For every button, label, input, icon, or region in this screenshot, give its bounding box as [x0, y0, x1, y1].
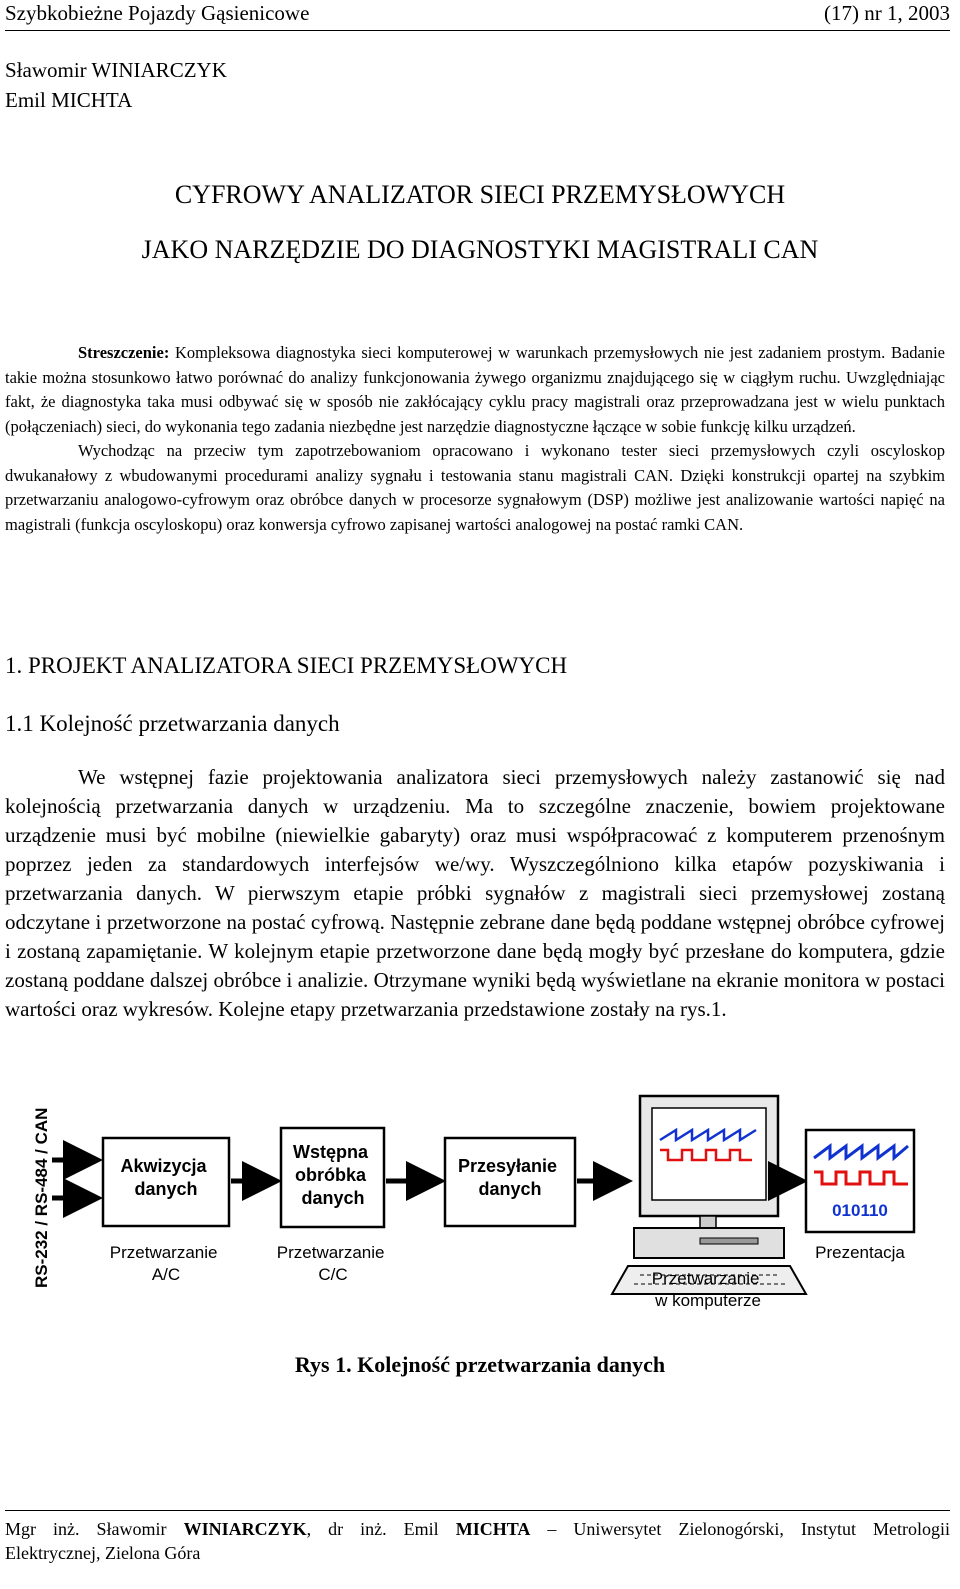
acquisition-box-label: Akwizycja — [120, 1156, 207, 1176]
preprocessing-box-label: danych — [301, 1188, 365, 1208]
acquisition-box-label: danych — [134, 1179, 198, 1199]
interface-label: RS-232 / RS-484 / CAN — [32, 1107, 51, 1288]
stage-label: A/C — [151, 1265, 181, 1284]
digital-value: 010110 — [832, 1201, 888, 1220]
abstract — [5, 341, 945, 537]
abstract-paragraph: Streszczenie: Kompleksowa diagnostyka sieci komputerowej w warunkach przemysłowych nie jest zadaniem prostym. Badanie takie można stosunkowo łatwo porównać do analizy funkcjonowania żywego organizmu znajdującego się w ciągłym ruchu. Uwzględniając fakt, że diagnostyka taka musi odbywać się w sposób nie zakłócający cyklu pracy magistrali oraz przeprowadzana jest w wielu punktach (połączeniach) sieci, do wykonania tego zadania niezbędne jest narzędzie diagnostyczne łączące w sobie funkcję kilku urządzeń. — [5, 343, 946, 436]
stage-label: Przetwarzanie — [109, 1243, 218, 1262]
stage-label: C/C — [318, 1265, 348, 1284]
computer-icon — [612, 1096, 806, 1294]
issue-number: (17) nr 1, 2003 — [824, 1, 950, 25]
figure-processing-sequence — [0, 1088, 960, 1348]
author: Emil MICHTA — [5, 88, 133, 112]
abstract-label: Streszczenie: — [78, 343, 170, 362]
journal-name: Szybkobieżne Pojazdy Gąsienicowe — [5, 1, 310, 25]
authors — [5, 55, 227, 115]
svg-text:Przetwarzanie C/C — [277, 1243, 389, 1284]
presentation-display-icon — [806, 1130, 914, 1232]
body-text — [5, 763, 945, 1024]
stage-label: Przetwarzanie — [651, 1269, 760, 1288]
footnote-line: Elektrycznej, Zielona Góra — [5, 1543, 201, 1563]
footnote-line: Mgr inż. Sławomir WINIARCZYK, dr inż. Emil MICHTA – Uniwersytet Zielonogórski, Instytut Metrologii — [5, 1519, 950, 1539]
preprocessing-box-label: Wstępna — [292, 1142, 368, 1162]
footnote-affiliation — [5, 1510, 950, 1565]
transmission-box-label: danych — [478, 1179, 542, 1199]
paper-title-line-2: JAKO NARZĘDZIE DO DIAGNOSTYKI MAGISTRALI CAN — [141, 235, 819, 264]
figure-caption: Rys 1. Kolejność przetwarzania danych — [294, 1352, 666, 1377]
abstract-paragraph: Wychodząc na przeciw tym zapotrzebowaniom opracowano i wykonano tester sieci przemysłowych czyli oscyloskop dwukanałowy z wbudowanymi procedurami analizy sygnału i testowania stanu magistrali CAN. Dzięki konstrukcji opartej na szybkim przetwarzaniu analogowo-cyfrowym oraz obróbce danych w procesorze sygnałowym (DSP) możliwe jest analizowanie wartości napięć na magistrali (funkcja oscyloskopu) oraz konwersja cyfrowo zapisanej wartości analogowej na postać ramki CAN. — [5, 441, 945, 534]
stage-label: Przetwarzanie — [276, 1243, 385, 1262]
paper-title-line-1: CYFROWY ANALIZATOR SIECI PRZEMYSŁOWYCH — [174, 180, 786, 209]
transmission-box-label: Przesyłanie — [457, 1156, 558, 1176]
author: Sławomir WINIARCZYK — [5, 58, 227, 82]
stage-label: w komputerze — [655, 1291, 761, 1310]
running-header — [5, 0, 950, 31]
svg-text:Przetwarzanie A/C — [110, 1243, 222, 1284]
section-heading: 1. PROJEKT ANALIZATORA SIECI PRZEMYSŁOWYCH — [5, 653, 568, 678]
body-paragraph: We wstępnej fazie projektowania analizatora sieci przemysłowych należy zastanowić się nad kolejnością przetwarzania danych w urządzeniu. Ma to szczególne znaczenie, bowiem projektowane urządzenie musi być mobilne (niewielkie gabaryty) oraz musi współpracować z komputerem przenośnym poprzez jeden za standardowych interfejsów we/wy. Wyszczególniono kilka etapów pozyskiwania i przetwarzania danych. W pierwszym etapie próbki sygnałów z magistrali sieci przemysłowej zostaną odczytane i przetworzone na postać cyfrową. Następnie zebrane dane będą poddane wstępnej obróbce cyfrowej i zostaną zapamiętanie. W kolejnym etapie przetworzone dane będą mogły być przesłane do komputera, gdzie zostaną poddane dalszej obróbce i analizie. Otrzymane wyniki będą wyświetlane na ekranie monitora w postaci wartości oraz wykresów. Kolejne etapy przetwarzania przedstawione zostały na rys.1. — [5, 765, 945, 1021]
stage-label: Prezentacja — [815, 1243, 905, 1262]
preprocessing-box-label: obróbka — [294, 1165, 366, 1185]
subsection-heading: 1.1 Kolejność przetwarzania danych — [5, 711, 340, 736]
svg-text:Wstępna obróbka danych — [293, 1142, 373, 1208]
